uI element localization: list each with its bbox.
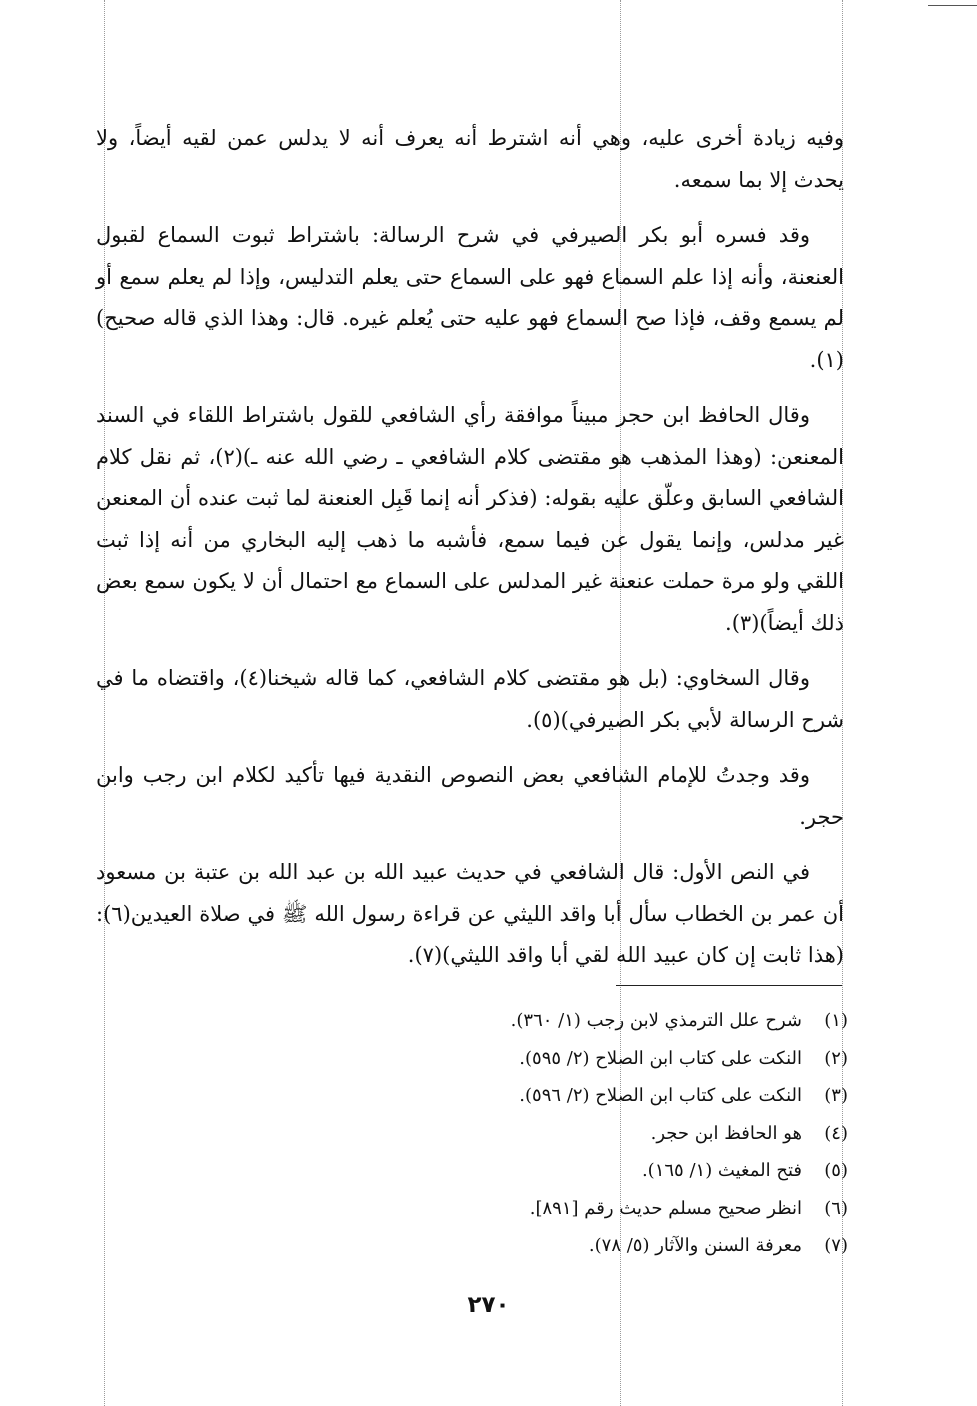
footnote-number: (٧): [824, 1235, 848, 1256]
footnote-number: (٢): [824, 1047, 848, 1069]
scan-corner-mark: [928, 5, 977, 6]
paragraph-2: وقد فسره أبو بكر الصيرفي في شرح الرسالة: باشتراط ثبوت السماع لقبول العنعنة، وأنه إذا علم السماع فهو على السماع حتى يعلم التدليس، وإذا لم يعلم سمع أو لم يسمع وقف، فإذا صح السماع فهو عليه حتى يُعلم غيره. قال: وهذا الذي قاله صحيح)(١).: [96, 223, 844, 372]
footnote-text: النكت على كتاب ابن الصلاح (٢/ ٥٩٥).: [519, 1047, 802, 1069]
paragraph-6: في النص الأول: قال الشافعي في حديث عبيد الله بن عبد الله بن عتبة بن مسعود أن عمر بن الخطاب سأل أبا واقد الليثي عن قراءة رسول الله ﷺ في صلاة العيدين(٦): (هذا ثابت إن كان عبيد الله لقي أبا واقد الليثي)(٧).: [96, 860, 844, 967]
footnote-number: (٣): [824, 1085, 848, 1106]
paragraph-5: وقد وجدتُ للإمام الشافعي بعض النصوص النقدية فيها تأكيد لكلام ابن رجب وابن حجر.: [96, 763, 844, 829]
footnote-item: [300, 1152, 848, 1190]
paragraph-3: وقال الحافظ ابن حجر مبيناً موافقة رأي الشافعي للقول باشتراط اللقاء في السند المعنعن: (وهذا المذهب هو مقتضى كلام الشافعي ـ رضي الله عنه ـ)(٢)، ثم نقل كلام الشافعي السابق وعلّق عليه بقوله: (فذكر أنه إنما قَبِل العنعنة لما ثبت عنده أن المعنعن غير مدلس، وإنما يقول عن فيما سمع، فأشبه ما ذهب إليه البخاري من أنه إذا ثبت اللقي ولو مرة حملت عنعنة غير المدلس على السماع مع احتمال أن لا يكون سمع بعض ذلك أيضاً)(٣).: [96, 403, 845, 635]
footnote-number: (٦): [824, 1197, 848, 1219]
footnote-item: [300, 1077, 848, 1115]
footnote-item: [300, 1227, 848, 1265]
footnote-number: (٤): [824, 1122, 848, 1144]
footnote-text: هو الحافظ ابن حجر.: [650, 1122, 802, 1144]
footnote-text: معرفة السنن والآثار (٥/ ٧٨).: [588, 1235, 802, 1256]
paragraph-1: وفيه زيادة أخرى عليه، وهي أنه اشترط أنه يعرف أنه لا يدلس عمن لقيه أيضاً، ولا يحدث إلا بما سمعه.: [96, 126, 844, 192]
footnote-number: (٥): [824, 1160, 848, 1181]
paragraph-4: وقال السخاوي: (بل هو مقتضى كلام الشافعي، كما قاله شيخنا(٤)، واقتضاه ما في شرح الرسالة لأبي بكر الصيرفي)(٥).: [96, 666, 844, 732]
footnote-text: النكت على كتاب ابن الصلاح (٢/ ٥٩٦).: [519, 1085, 802, 1106]
footnote-separator: [616, 985, 842, 986]
footnote-number: (١): [824, 1010, 848, 1031]
footnote-item: [300, 1190, 848, 1228]
footnotes-list: [300, 1002, 848, 1265]
footnote-item: [300, 1002, 848, 1040]
footnote-text: انظر صحيح مسلم حديث رقم [٨٩١].: [529, 1197, 802, 1219]
page-number: ٢٧٠: [467, 1292, 510, 1318]
footnote-item: [300, 1115, 848, 1153]
footnote-text: شرح علل الترمذي لابن رجب (١/ ٣٦٠).: [510, 1010, 802, 1031]
footnote-text: فتح المغيث (١/ ١٦٥).: [641, 1160, 802, 1181]
footnote-item: [300, 1040, 848, 1078]
main-text: [96, 118, 844, 991]
